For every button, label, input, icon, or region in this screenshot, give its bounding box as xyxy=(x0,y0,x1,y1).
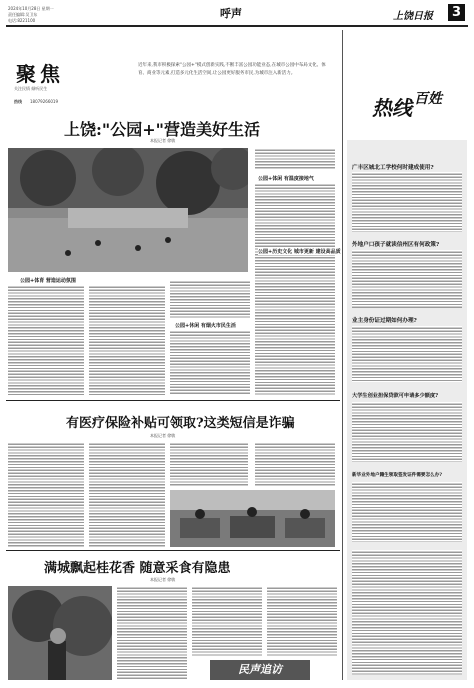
main-body-col3a xyxy=(170,280,250,318)
masthead-date: 2024年10月28日 星期一 xyxy=(8,6,54,11)
article2-photo xyxy=(170,490,335,547)
sidebar-item-5-body xyxy=(352,482,462,542)
sidebar-item-5-title: 新毕业外地户籍生领取签发证件需要怎么办? xyxy=(352,473,442,478)
column-banner-title: 聚焦 xyxy=(16,62,64,86)
article3-photo xyxy=(8,586,112,680)
article2-headline: 有医疗保险补贴可领取?这类短信是诈骗 xyxy=(66,416,295,431)
article2-col4 xyxy=(255,442,335,487)
article-divider-1 xyxy=(6,400,340,401)
article2-photo-image xyxy=(170,490,335,547)
main-subhead-3: 公园+历史文化 城市更新 建设高品质 xyxy=(258,249,341,255)
masthead-editor: 责任编辑:吴卫东 xyxy=(8,12,38,17)
article2-col1 xyxy=(8,442,84,547)
main-headline: 上饶:"公园+"营造美好生活 xyxy=(64,120,260,139)
main-subhead-1: 公园+体闲 有温度接地气 xyxy=(258,176,314,182)
sidebar-item-2-title: 外地户口孩子就读信州区有何政策? xyxy=(352,242,440,248)
sidebar-item-3-body xyxy=(352,326,462,382)
hotline-number: 18079266019 xyxy=(30,99,58,104)
article3-byline: 本报记者 徐敏 xyxy=(150,577,176,582)
page-number-box xyxy=(448,4,465,21)
main-byline: 本报记者 徐敏 xyxy=(150,138,176,143)
page-number: 3 xyxy=(451,5,462,20)
article2-byline: 本报记者 徐敏 xyxy=(150,433,176,438)
article2-col3 xyxy=(170,442,248,487)
sidebar-item-2-body xyxy=(352,250,462,308)
sidebar-item-1-body xyxy=(352,172,462,232)
main-body-col4b xyxy=(255,183,335,395)
sidebar-extra-body xyxy=(352,550,462,675)
sidebar-title-big: 热线 xyxy=(372,96,412,120)
paper-name: 上饶日报 xyxy=(393,11,433,22)
main-body-col1 xyxy=(8,285,84,395)
masthead-phone: 电话:8221100 xyxy=(8,18,36,23)
article3-col2 xyxy=(192,586,262,656)
sidebar-header xyxy=(372,88,462,136)
park-photo-image xyxy=(8,148,248,272)
article-divider-2 xyxy=(6,550,340,551)
article3-col3 xyxy=(267,586,337,656)
article3-col1 xyxy=(117,586,187,680)
sidebar-item-4-title: 大学生创业担保贷款可申请多少额度? xyxy=(352,393,439,399)
main-body-col4a xyxy=(255,148,335,170)
sidebar-title-small: 百姓 xyxy=(414,91,442,107)
column-banner-sub: 关注民情 倾听民生 xyxy=(14,86,48,91)
park-photo xyxy=(8,148,248,272)
footer-badge: 民声追访 xyxy=(210,660,310,680)
main-body-col2 xyxy=(89,285,165,395)
hotline-label: 热线 xyxy=(14,99,22,104)
sidebar-item-3-title: 业主身份证过期如何办理? xyxy=(352,318,417,324)
article3-photo-image xyxy=(8,586,112,680)
photo-caption: 公园+体育 营造运动氛围 xyxy=(20,278,76,284)
sidebar-item-4-body xyxy=(352,402,462,462)
column-divider xyxy=(342,30,343,680)
main-body-col3b xyxy=(170,330,250,395)
sidebar-item-1-title: 广丰区城北工学校何时建成使用? xyxy=(352,165,434,171)
section-title: 呼声 xyxy=(220,7,242,20)
masthead-rule xyxy=(6,25,468,27)
main-subhead-2: 公园+休闲 有烟火市民生活 xyxy=(175,323,236,329)
article3-headline: 满城飘起桂花香 随意采食有隐患 xyxy=(44,561,231,576)
article2-col2 xyxy=(89,442,165,547)
column-intro: 近年来,我市积极探索"公园+"模式创新实践,不断丰富公园功能业态,在城市公园中布局文化、体育、商业等元素,打造多元化生活空间,让公园更好服务市民,为城市注入新活力。 xyxy=(138,63,326,76)
